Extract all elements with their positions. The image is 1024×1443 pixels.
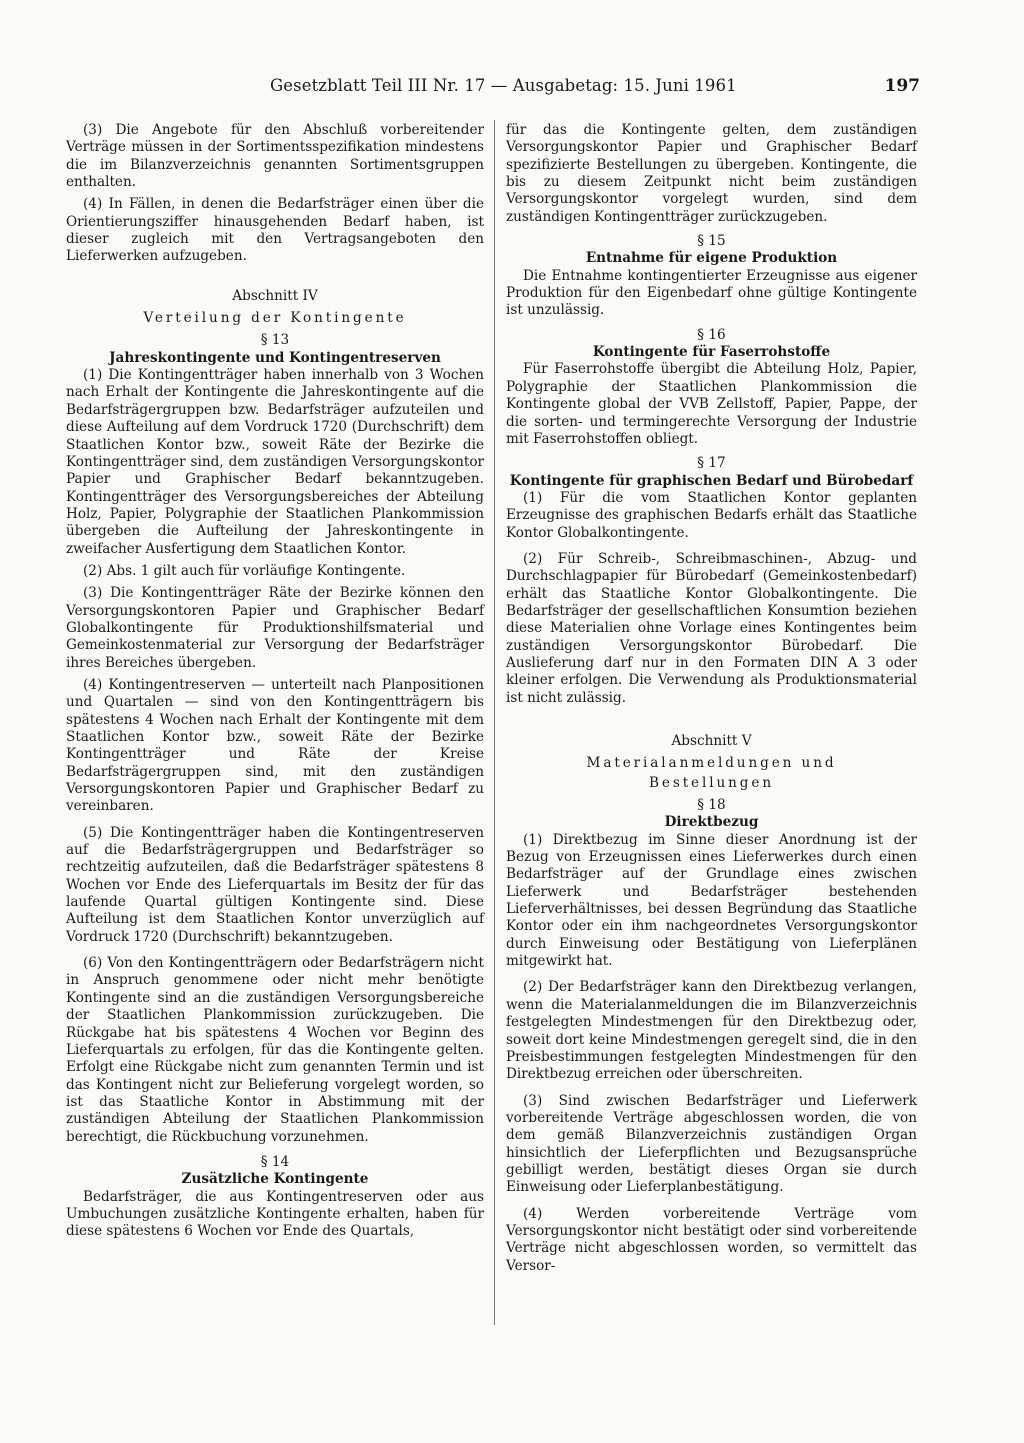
- section-label: Abschnitt IV: [232, 287, 318, 304]
- paragraph: Die Entnahme kontingentierter Erzeugnisse aus eigener Produktion für den Eigenbedarf ohne gültige Kontingente ist unzulässig.: [506, 267, 917, 319]
- paragraph: (2) Für Schreib-, Schreibmaschinen-, Abzug- und Durchschlagpapier für Bürobedarf (Gemeinkostenbedarf) erhält das Staatliche Kontor Globalkontingente. Die Bedarfsträger der gesellschaftlichen Konsumtion beziehen diese Materialien ohne Vorlage eines Kontingentes beim zuständigen Versorgungskontor Bürobedarf. Die Auslieferung darf nur in den Formaten DIN A 3 oder kleiner erfolgen. Die Verwendung als Produktionsmaterial ist nicht zulässig.: [506, 550, 917, 706]
- paragraph-title: Entnahme für eigene Produktion: [585, 250, 838, 267]
- paragraph-number: § 13: [260, 332, 290, 349]
- header-title: Gesetzblatt Teil III Nr. 17 — Ausgabetag: 15. Juni 1961: [270, 76, 737, 95]
- paragraph: (1) Für die vom Staatlichen Kontor geplanten Erzeugnisse des graphischen Bedarfs erhält das Staatliche Kontor Globalkontingente.: [506, 489, 917, 541]
- paragraph-title: Jahreskontingente und Kontingentreserven: [109, 349, 441, 366]
- section-label: Abschnitt V: [671, 733, 752, 749]
- section-title: Verteilung der Kontingente: [143, 310, 407, 327]
- left-column: [66, 122, 484, 1241]
- paragraph: (5) Die Kontingentträger haben die Kontingentreserven auf die Bedarfsträgergruppen und Bedarfsträger so rechtzeitig aufzuteilen, daß die Bedarfsträger spätestens 8 Wochen vor Ende des Lieferquartals im Besitz der für das laufende Quartal gültigen Kontingente sind. Diese Aufteilung ist dem Staatlichen Kontor unverzüglich auf Vordruck 1720 (Durchschrift) bekanntzugeben.: [66, 824, 484, 945]
- paragraph: (1) Direktbezug im Sinne dieser Anordnung ist der Bezug von Erzeugnissen eines Lieferwerkes durch einen Bedarfsträger auf der Grundlage eines zwischen Lieferwerk und Bedarfsträger bestehenden Lieferverhältnisses, bei dessen Begründung das Staatliche Kontor oder ein ihm nachgeordnetes Versorgungskontor durch Einweisung oder Bestätigung von Lieferplänen mitgewirkt hat.: [506, 831, 917, 970]
- paragraph-title: Kontingente für Faserrohstoffe: [592, 344, 831, 361]
- section-title: Bestellungen: [648, 774, 775, 791]
- paragraph: für das die Kontingente gelten, dem zuständigen Versorgungskontor Papier und Graphischer Bedarf spezifizierte Bestellungen zu übergeben. Kontingente, die bis zu diesem Zeitpunkt nicht beim zuständigen Versorgungskontor vorgelegt wurden, sind dem zuständigen Kontingentträger zurückzugeben.: [506, 122, 917, 225]
- paragraph: (1) Die Kontingentträger haben innerhalb von 3 Wochen nach Erhalt der Kontingente die Jahreskontingente auf die Bedarfsträgergruppen bzw. Bedarfsträger aufzuteilen und diese Aufteilung auf dem Vordruck 1720 (Durchschrift) dem Staatlichen Kontor bzw., soweit Räte der Bezirke die Kontingentträger sind, dem zuständigen Versorgungskontor Papier und Graphischer Bedarf bekanntzugeben. Kontingentträger des Versorgungsbereiches der Abteilung Holz, Papier, Polygraphie der Staatlichen Plankommission übergeben die Aufteilung der Jahreskontingente in zweifacher Ausfertigung dem Staatlichen Kontor.: [66, 367, 484, 557]
- paragraph-title: Direktbezug: [664, 814, 759, 831]
- paragraph: (2) Abs. 1 gilt auch für vorläufige Kontingente.: [83, 562, 406, 579]
- right-column: [506, 122, 917, 1275]
- paragraph-number: § 18: [697, 797, 726, 814]
- page-number: 197: [884, 76, 920, 96]
- paragraph: (6) Von den Kontingentträgern oder Bedarfsträgern nicht in Anspruch genommene oder nicht mehr benötigte Kontingente sind an die zuständigen Versorgungsbereiche der Staatlichen Plankommission zurückzugeben. Die Rückgabe hat bis spätestens 4 Wochen vor Beginn des Lieferquartals zu erfolgen, für das die Kontingente gelten. Erfolgt eine Rückgabe nicht zum genannten Termin und ist das Kontingent nicht zur Belieferung vorgelegt worden, so ist das Staatliche Kontor in Abstimmung mit der zuständigen Abteilung der Staatlichen Plankommission berechtigt, die Rückbuchung vorzunehmen.: [66, 955, 484, 1145]
- page-header: [270, 76, 930, 100]
- paragraph: (4) Kontingentreserven — unterteilt nach Planpositionen und Quartalen — sind von den Kontingentträgern bis spätestens 4 Wochen nach Erhalt der Kontingente mit dem Staatlichen Kontor bzw., soweit Räte der Bezirke Kontingentträger und Räte der Kreise Bedarfsträgergruppen sind, mit den zuständigen Versorgungskontoren Papier und Graphischer Bedarf zu vereinbaren.: [66, 676, 484, 815]
- paragraph-number: § 17: [697, 455, 726, 472]
- paragraph: (4) Werden vorbereitende Verträge vom Versorgungskontor nicht bestätigt oder sind vorbereitende Verträge nicht abgeschlossen worden, so vermittelt das Versor-: [506, 1205, 917, 1274]
- paragraph: (3) Sind zwischen Bedarfsträger und Lieferwerk vorbereitende Verträge abgeschlossen worden, die von dem gemäß Bilanzverzeichnis zuständigen Organ hinsichtlich der Lieferpflichten und Bezugsansprüche gebilligt werden, bestätigt dieses Organ sie durch Einweisung oder Lieferplanbestätigung.: [506, 1092, 917, 1196]
- paragraph: (2) Der Bedarfsträger kann den Direktbezug verlangen, wenn die Materialanmeldungen die im Bilanzverzeichnis festgelegten Mindestmengen für den Direktbezug oder, soweit dort keine Mindestmengen geregelt sind, die in den Preisbestimmungen festgelegten Mindestmengen für den Direktbezug erreichen oder überschreiten.: [506, 979, 917, 1083]
- column-divider: [494, 120, 495, 1325]
- paragraph-number: § 15: [697, 233, 726, 250]
- paragraph: Bedarfsträger, die aus Kontingentreserven oder aus Umbuchungen zusätzliche Kontingente erhalten, haben für diese spätestens 6 Wochen vor Ende des Quartals,: [66, 1188, 484, 1240]
- paragraph-number: § 16: [697, 326, 726, 343]
- section-title: Materialanmeldungen und: [586, 755, 837, 772]
- paragraph: (3) Die Angebote für den Abschluß vorbereitender Verträge müssen in der Sortimentsspezifikation mindestens die im Bilanzverzeichnis genannten Sortimentsgruppen enthalten.: [66, 122, 484, 191]
- paragraph: (3) Die Kontingentträger Räte der Bezirke können den Versorgungskontoren Papier und Graphischer Bedarf Globalkontingente für Produktionshilfsmaterial und Gemeinkostenmaterial zur Versorgung der Bedarfsträger ihres Bereiches übergeben.: [66, 585, 484, 671]
- paragraph: Für Faserrohstoffe übergibt die Abteilung Holz, Papier, Polygraphie der Staatlichen Plankommission die Kontingente global der VVB Zellstoff, Papier, Pappe, der die sorten- und termingerechte Versorgung der Industrie mit Faserrohstoffen obliegt.: [506, 361, 917, 447]
- paragraph: (4) In Fällen, in denen die Bedarfsträger einen über die Orientierungsziffer hinausgehenden Bedarf haben, ist dieser zugleich mit den Vertragsangeboten den Lieferwerken aufzugeben.: [66, 196, 484, 265]
- paragraph-title: Zusätzliche Kontingente: [181, 1171, 369, 1188]
- paragraph-title: Kontingente für graphischen Bedarf und Bürobedarf: [509, 472, 914, 489]
- paragraph-number: § 14: [260, 1153, 290, 1170]
